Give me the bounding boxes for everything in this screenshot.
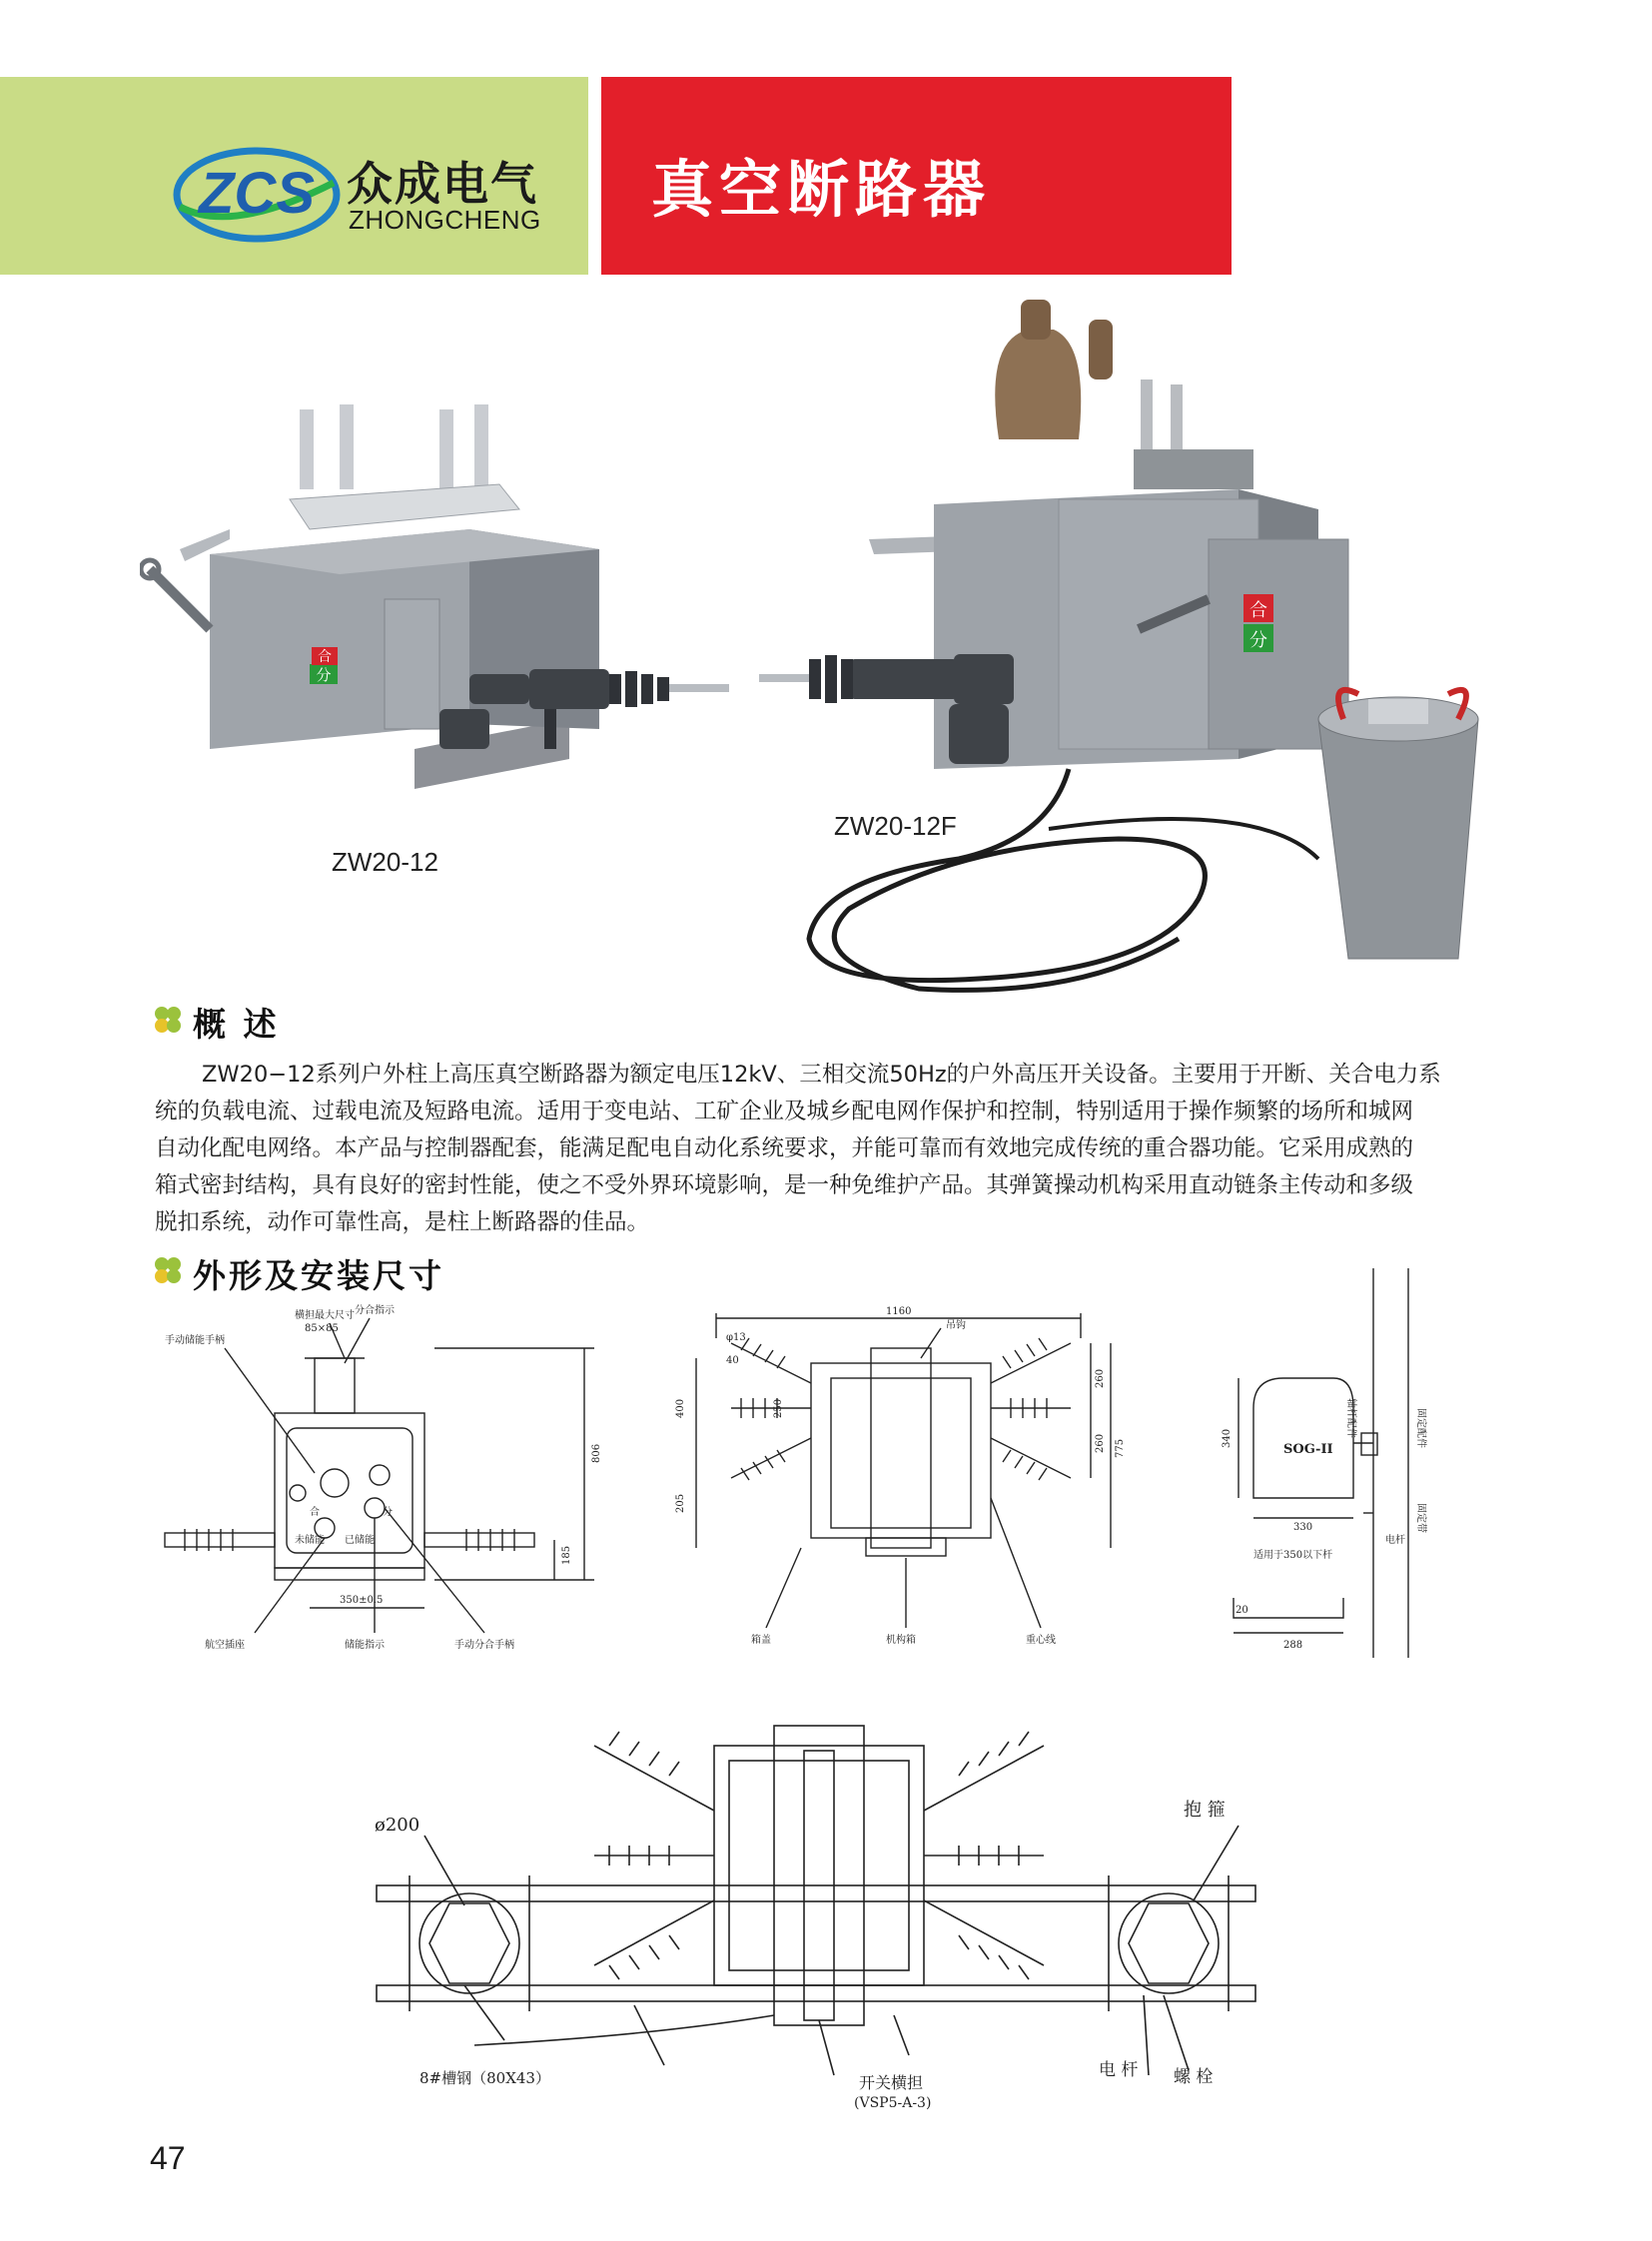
svg-text:350±0.5: 350±0.5 (340, 1595, 384, 1606)
product-caption-zw20-12: ZW20-12 (332, 847, 438, 877)
overview-line: 统的负载电流、过载电流及短路电流。适用于变电站、工矿企业及城乡配电网作保护和控制，特别适用于操作频繁的场所和城网 (155, 1099, 1414, 1124)
svg-text:330: 330 (1293, 1522, 1313, 1533)
overview-line: 自动化配电网络。本产品与控制器配套，能满足配电自动化系统要求，并能可靠而有效地完成传统的重合器功能。它采用成熟的 (155, 1135, 1414, 1161)
svg-text:85×85: 85×85 (305, 1323, 339, 1334)
svg-text:合: 合 (1249, 600, 1267, 621)
clover-icon (152, 1005, 184, 1035)
svg-text:ZCS: ZCS (199, 161, 315, 226)
svg-text:775: 775 (1115, 1438, 1126, 1458)
svg-text:340: 340 (1222, 1428, 1233, 1448)
svg-text:185: 185 (561, 1545, 572, 1565)
svg-text:合: 合 (318, 649, 332, 665)
svg-text:1160: 1160 (886, 1306, 912, 1317)
company-name-cn: 众成电气 (347, 157, 538, 211)
svg-text:机构箱: 机构箱 (886, 1635, 916, 1646)
svg-text:固定带: 固定带 (1415, 1503, 1426, 1533)
svg-text:开关横担: 开关横担 (859, 2073, 924, 2092)
svg-text:288: 288 (1283, 1640, 1303, 1651)
svg-text:40: 40 (726, 1355, 739, 1366)
page-title: 真空断路器 (651, 153, 992, 226)
overview-line: 箱式密封结构，具有良好的密封性能，使之不受外界环境影响，是一种免维护产品。其弹簧操动机构采用直动链条主传动和多级 (155, 1172, 1414, 1198)
overview-heading: 概 述 (193, 1005, 280, 1044)
svg-text:螺 栓: 螺 栓 (1174, 2067, 1214, 2087)
svg-text:分合指示: 分合指示 (355, 1305, 395, 1316)
svg-text:轴杆配件: 轴杆配件 (1345, 1398, 1356, 1438)
company-name-en: ZHONGCHENG (349, 205, 541, 235)
svg-text:适用于350以下杆: 适用于350以下杆 (1253, 1550, 1333, 1561)
svg-text:航空插座: 航空插座 (205, 1640, 245, 1651)
controller-mounting-drawing (1214, 1268, 1443, 1663)
clover-icon (152, 1255, 184, 1285)
overview-line: 脱扣系统，动作可靠性高，是柱上断路器的佳品。 (155, 1209, 650, 1235)
svg-text:电杆: 电杆 (1385, 1535, 1405, 1546)
svg-text:横担最大尺寸: 横担最大尺寸 (295, 1310, 355, 1321)
overview-line: ZW20−12系列户外柱上高压真空断路器为额定电压12kV、三相交流50Hz的户外高压开关设备。主要用于开断、关合电力系 (202, 1062, 1441, 1088)
svg-text:合: 合 (310, 1507, 320, 1518)
svg-text:260: 260 (1095, 1368, 1106, 1388)
svg-text:分: 分 (1249, 630, 1267, 651)
svg-text:400: 400 (675, 1398, 686, 1418)
svg-text:抱 箍: 抱 箍 (1184, 1800, 1226, 1821)
svg-text:806: 806 (591, 1443, 602, 1463)
svg-text:吊钩: 吊钩 (946, 1320, 966, 1331)
svg-text:储能指示: 储能指示 (345, 1640, 385, 1651)
svg-text:SOG-II: SOG-II (1283, 1442, 1333, 1457)
page-number: 47 (150, 2140, 186, 2176)
product-image-zw20-12 (140, 389, 759, 819)
side-view-drawing (671, 1298, 1131, 1658)
svg-text:重心线: 重心线 (1026, 1635, 1056, 1646)
zcs-logo-icon (172, 145, 342, 245)
overview-paragraph (155, 1057, 1483, 1241)
svg-text:分: 分 (316, 666, 332, 684)
product-caption-zw20-12f: ZW20-12F (834, 811, 957, 841)
svg-text:箱盖: 箱盖 (751, 1635, 771, 1646)
svg-text:8#槽钢（80X43）: 8#槽钢（80X43） (419, 2069, 550, 2087)
svg-text:250: 250 (773, 1398, 784, 1418)
dimensions-heading: 外形及安装尺寸 (193, 1256, 444, 1295)
svg-text:固定配件: 固定配件 (1415, 1408, 1426, 1448)
svg-text:手动储能手柄: 手动储能手柄 (165, 1335, 225, 1346)
svg-text:ø200: ø200 (375, 1815, 420, 1836)
svg-text:20: 20 (1236, 1605, 1248, 1616)
svg-text:260: 260 (1095, 1433, 1106, 1453)
svg-text:205: 205 (675, 1493, 686, 1513)
svg-text:已储能: 已储能 (345, 1535, 375, 1546)
installation-top-view-drawing (355, 1716, 1283, 2115)
svg-text:未储能: 未储能 (295, 1535, 325, 1546)
front-view-drawing (145, 1303, 614, 1673)
svg-text:电 杆: 电 杆 (1099, 2060, 1139, 2080)
svg-text:手动分合手柄: 手动分合手柄 (454, 1640, 514, 1651)
product-image-zw20-12f (759, 300, 1518, 1019)
svg-text:(VSP5-A-3): (VSP5-A-3) (854, 2095, 932, 2111)
svg-text:φ13: φ13 (726, 1332, 746, 1343)
svg-text:分: 分 (383, 1507, 393, 1518)
